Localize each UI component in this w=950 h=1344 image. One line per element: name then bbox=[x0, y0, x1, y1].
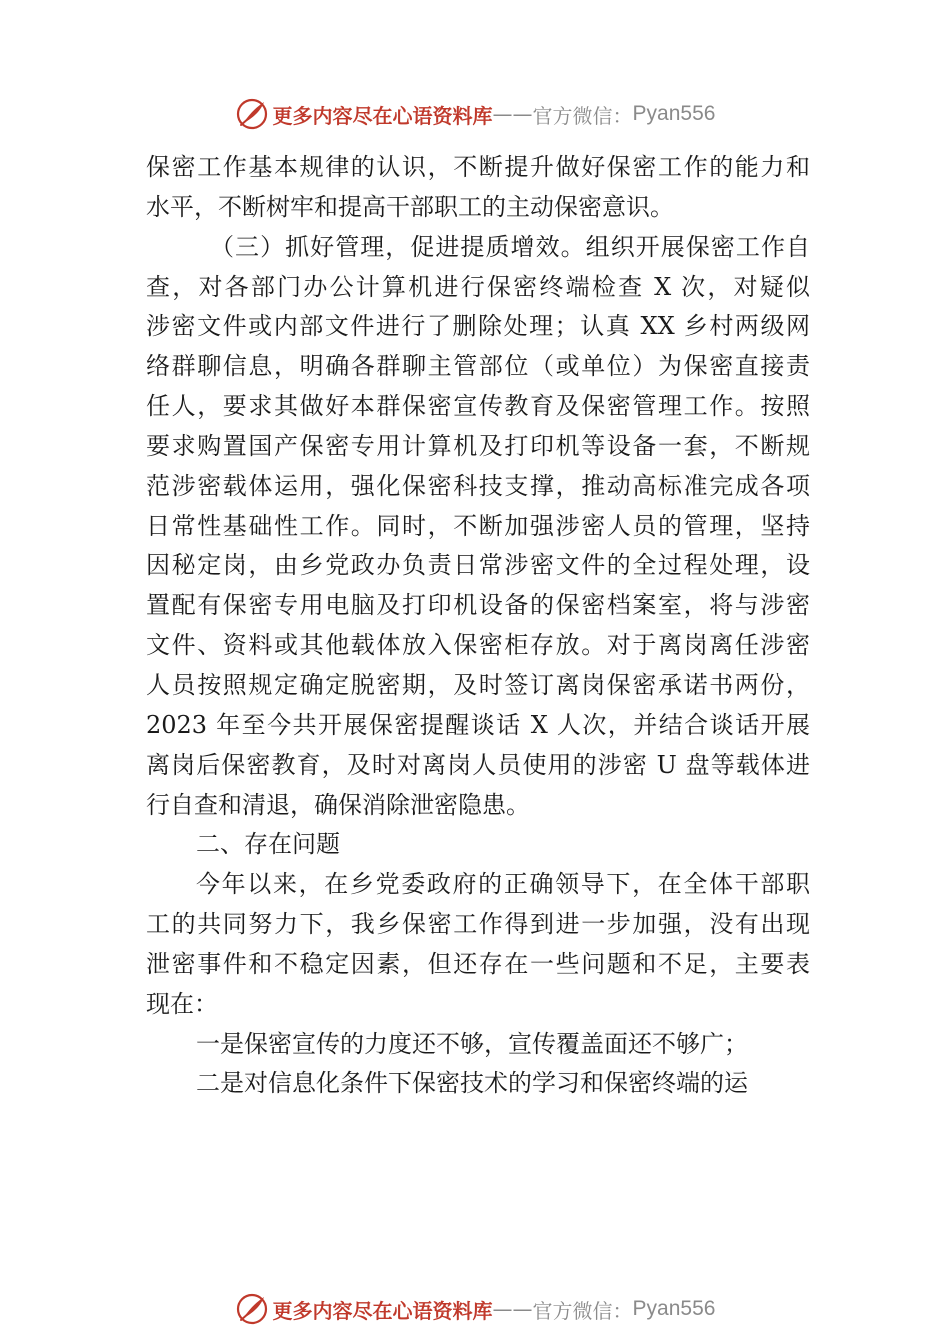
paragraph-line: 保密工作基本规律的认识，不断提升做好保密工作的能力和 bbox=[146, 153, 810, 181]
paragraph-line: 涉密文件或内部文件进行了删除处理；认真 XX 乡村两级网 bbox=[146, 312, 810, 341]
section-heading: 二、存在问题 bbox=[196, 830, 340, 859]
paragraph-line: 现在： bbox=[146, 989, 218, 1018]
banner-main-text: 更多内容尽在心语资料库 bbox=[272, 103, 493, 128]
paragraph-line: 日常性基础性工作。同时，不断加强涉密人员的管理，坚持 bbox=[146, 511, 810, 540]
paragraph-line: （三）抓好管理，促进提质增效。组织开展保密工作自 bbox=[210, 232, 810, 261]
paragraph-line: 今年以来，在乡党委政府的正确领导下，在全体干部职 bbox=[196, 870, 810, 899]
paragraph-line: 置配有保密专用电脑及打印机设备的保密档案室，将与涉密 bbox=[146, 591, 810, 620]
banner-main-text: 更多内容尽在心语资料库 bbox=[272, 1298, 493, 1323]
paragraph-line: 要求购置国产保密专用计算机及打印机等设备一套，不断规 bbox=[146, 431, 810, 460]
paragraph-line: 2023 年至今共开展保密提醒谈话 X 人次，并结合谈话开展 bbox=[146, 710, 810, 739]
banner-separator: —— bbox=[492, 1297, 533, 1321]
paragraph-line: 行自查和清退，确保消除泄密隐患。 bbox=[146, 790, 530, 819]
paragraph-line: 络群聊信息，明确各群聊主管部位（或单位）为保密直接责 bbox=[146, 352, 810, 381]
banner-official-label: 官方微信： bbox=[532, 103, 633, 128]
paragraph-line: 因秘定岗，由乡党政办负责日常涉密文件的全过程处理，设 bbox=[146, 551, 810, 580]
banner-separator: —— bbox=[492, 102, 533, 126]
paragraph-line: 任人，要求其做好本群保密宣传教育及保密管理工作。按照 bbox=[146, 392, 810, 421]
paragraph-line: 文件、资料或其他载体放入保密柜存放。对于离岗离任涉密 bbox=[146, 631, 810, 660]
paragraph-line: 范涉密载体运用，强化保密科技支撑，推动高标准完成各项 bbox=[146, 471, 810, 500]
paragraph-line: 人员按照规定确定脱密期，及时签订离岗保密承诺书两份， bbox=[146, 670, 810, 699]
paragraph-line: 查，对各部门办公计算机进行保密终端检查 X 次，对疑似 bbox=[146, 272, 810, 301]
footer-banner bbox=[0, 1289, 950, 1329]
banner-official-label: 官方微信： bbox=[532, 1298, 633, 1323]
paragraph-line: 二是对信息化条件下保密技术的学习和保密终端的运 bbox=[196, 1069, 748, 1098]
banner-wechat-id: Pyan556 bbox=[632, 102, 716, 125]
quill-circle-logo-icon bbox=[235, 97, 269, 131]
quill-circle-logo-icon bbox=[235, 1292, 269, 1326]
paragraph-line: 泄密事件和不稳定因素，但还存在一些问题和不足，主要表 bbox=[146, 949, 810, 978]
banner-wechat-id: Pyan556 bbox=[632, 1297, 716, 1320]
header-banner bbox=[0, 94, 950, 134]
paragraph-line: 水平，不断树牢和提高干部职工的主动保密意识。 bbox=[146, 192, 674, 221]
paragraph-line: 离岗后保密教育，及时对离岗人员使用的涉密 U 盘等载体进 bbox=[146, 750, 810, 779]
paragraph-line: 工的共同努力下，我乡保密工作得到进一步加强，没有出现 bbox=[146, 910, 810, 939]
document-body bbox=[146, 148, 810, 1104]
paragraph-line: 一是保密宣传的力度还不够，宣传覆盖面还不够广； bbox=[196, 1029, 748, 1058]
